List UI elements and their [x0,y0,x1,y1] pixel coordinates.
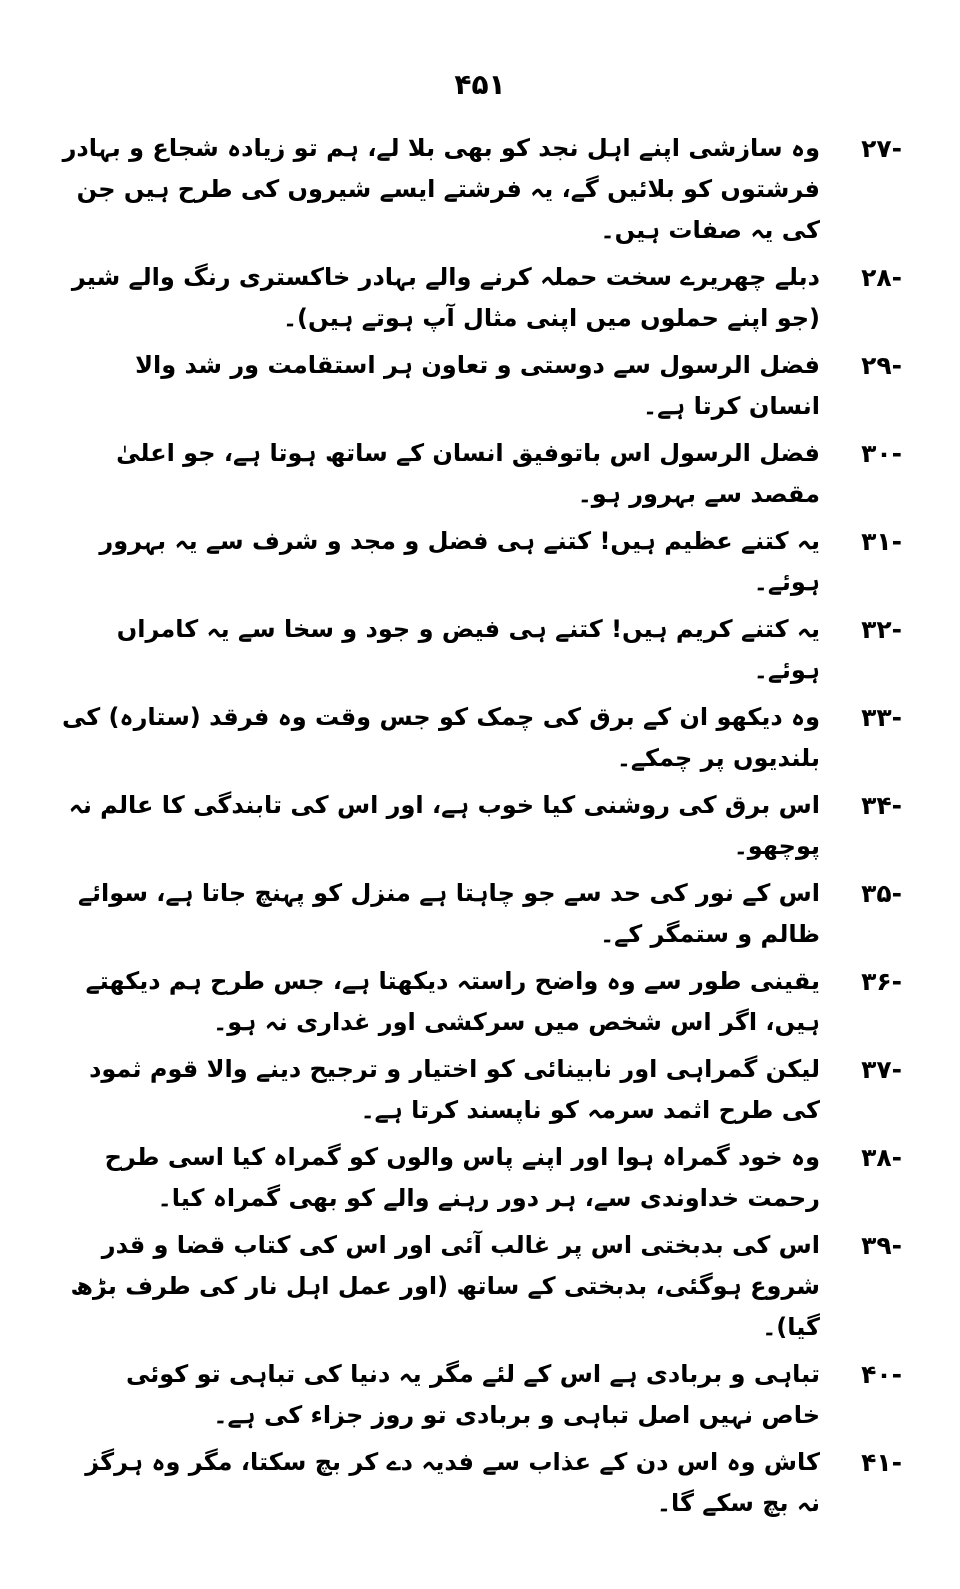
verse-text: فضل الرسول سے دوستی و تعاون ہر استقامت ور شد والا انسان کرتا ہے۔ [135,351,820,420]
verse-text: وہ دیکھو ان کے برق کی چمک کو جس وقت وہ فرقد (ستارہ) کی بلندیوں پر چمکے۔ [61,703,820,772]
verse-number: -۳۵ [861,879,902,908]
verse-27 [60,128,902,251]
verse-text: کاش وہ اس دن کے عذاب سے فدیہ دے کر بچ سکتا، مگر وہ ہرگز نہ بچ سکے گا۔ [85,1448,820,1517]
verse-number: -۳۴ [861,791,902,820]
verse-number: -۳۲ [861,615,902,644]
verse-number: -۲۷ [861,134,902,163]
verse-34 [60,785,902,867]
verse-35 [60,873,902,955]
verse-text: اس کی بدبختی اس پر غالب آئی اور اس کی کتاب قضا و قدر شروع ہوگئی، بدبختی کے ساتھ (اور عمل اہل نار کی طرف بڑھ گیا)۔ [70,1231,820,1341]
verse-number: -۴۰ [861,1360,902,1389]
verse-28 [60,257,902,339]
verse-text: تباہی و بربادی ہے اس کے لئے مگر یہ دنیا کی تباہی تو کوئی خاص نہیں اصل تباہی و بربادی تو روز جزاء کی ہے۔ [125,1360,820,1429]
verse-33 [60,697,902,779]
verse-number: -۲۸ [861,263,902,292]
verse-number: -۳۹ [861,1231,902,1260]
verse-text: وہ خود گمراہ ہوا اور اپنے پاس والوں کو گمراہ کیا اسی طرح رحمت خداوندی سے، ہر دور رہنے والے کو بھی گمراہ کیا۔ [104,1143,820,1212]
verse-31 [60,521,902,603]
verse-text: وہ سازشی اپنے اہل نجد کو بھی بلا لے، ہم تو زیادہ شجاع و بہادر فرشتوں کو بلائیں گے، یہ فرشتے ایسے شیروں کی طرح ہیں جن کی یہ صفات ہیں۔ [62,134,820,244]
verse-text: لیکن گمراہی اور نابینائی کو اختیار و ترجیح دینے والا قوم ثمود کی طرح اثمد سرمہ کو ناپسند کرتا ہے۔ [89,1055,820,1124]
verse-32 [60,609,902,691]
verse-number: -۳۷ [861,1055,902,1084]
verse-number: -۳۱ [861,527,902,556]
verse-29 [60,345,902,427]
verse-number: -۳۶ [861,967,902,996]
verse-39 [60,1225,902,1348]
verse-30 [60,433,902,515]
verse-list [60,128,902,1530]
verse-number: -۳۰ [861,439,902,468]
verse-number: -۳۸ [861,1143,902,1172]
verse-number: -۲۹ [861,351,902,380]
verse-text: دبلے چھریرے سخت حملہ کرنے والے بہادر خاکستری رنگ والے شیر (جو اپنے حملوں میں اپنی مثال آپ ہوتے ہیں)۔ [71,263,820,332]
verse-40 [60,1354,902,1436]
verse-text: اس کے نور کی حد سے جو چاہتا ہے منزل کو پہنچ جاتا ہے، سوائے ظالم و ستمگر کے۔ [77,879,820,948]
verse-36 [60,961,902,1043]
verse-41 [60,1442,902,1524]
verse-38 [60,1137,902,1219]
verse-text: فضل الرسول اس باتوفیق انسان کے ساتھ ہوتا ہے، جو اعلیٰ مقصد سے بہرور ہو۔ [116,439,820,508]
verse-text: یہ کتنے کریم ہیں! کتنے ہی فیض و جود و سخا سے یہ کامراں ہوئے۔ [116,615,820,684]
verse-number: -۴۱ [861,1448,902,1477]
verse-text: اس برق کی روشنی کیا خوب ہے، اور اس کی تابندگی کا عالم نہ پوچھو۔ [68,791,820,860]
verse-text: یہ کتنے عظیم ہیں! کتنے ہی فضل و مجد و شرف سے یہ بہرور ہوئے۔ [99,527,820,596]
verse-text: یقینی طور سے وہ واضح راستہ دیکھتا ہے، جس طرح ہم دیکھتے ہیں، اگر اس شخص میں سرکشی اور غداری نہ ہو۔ [85,967,820,1036]
verse-number: -۳۳ [861,703,902,732]
page-number: ۴۵۱ [454,68,506,101]
verse-37 [60,1049,902,1131]
